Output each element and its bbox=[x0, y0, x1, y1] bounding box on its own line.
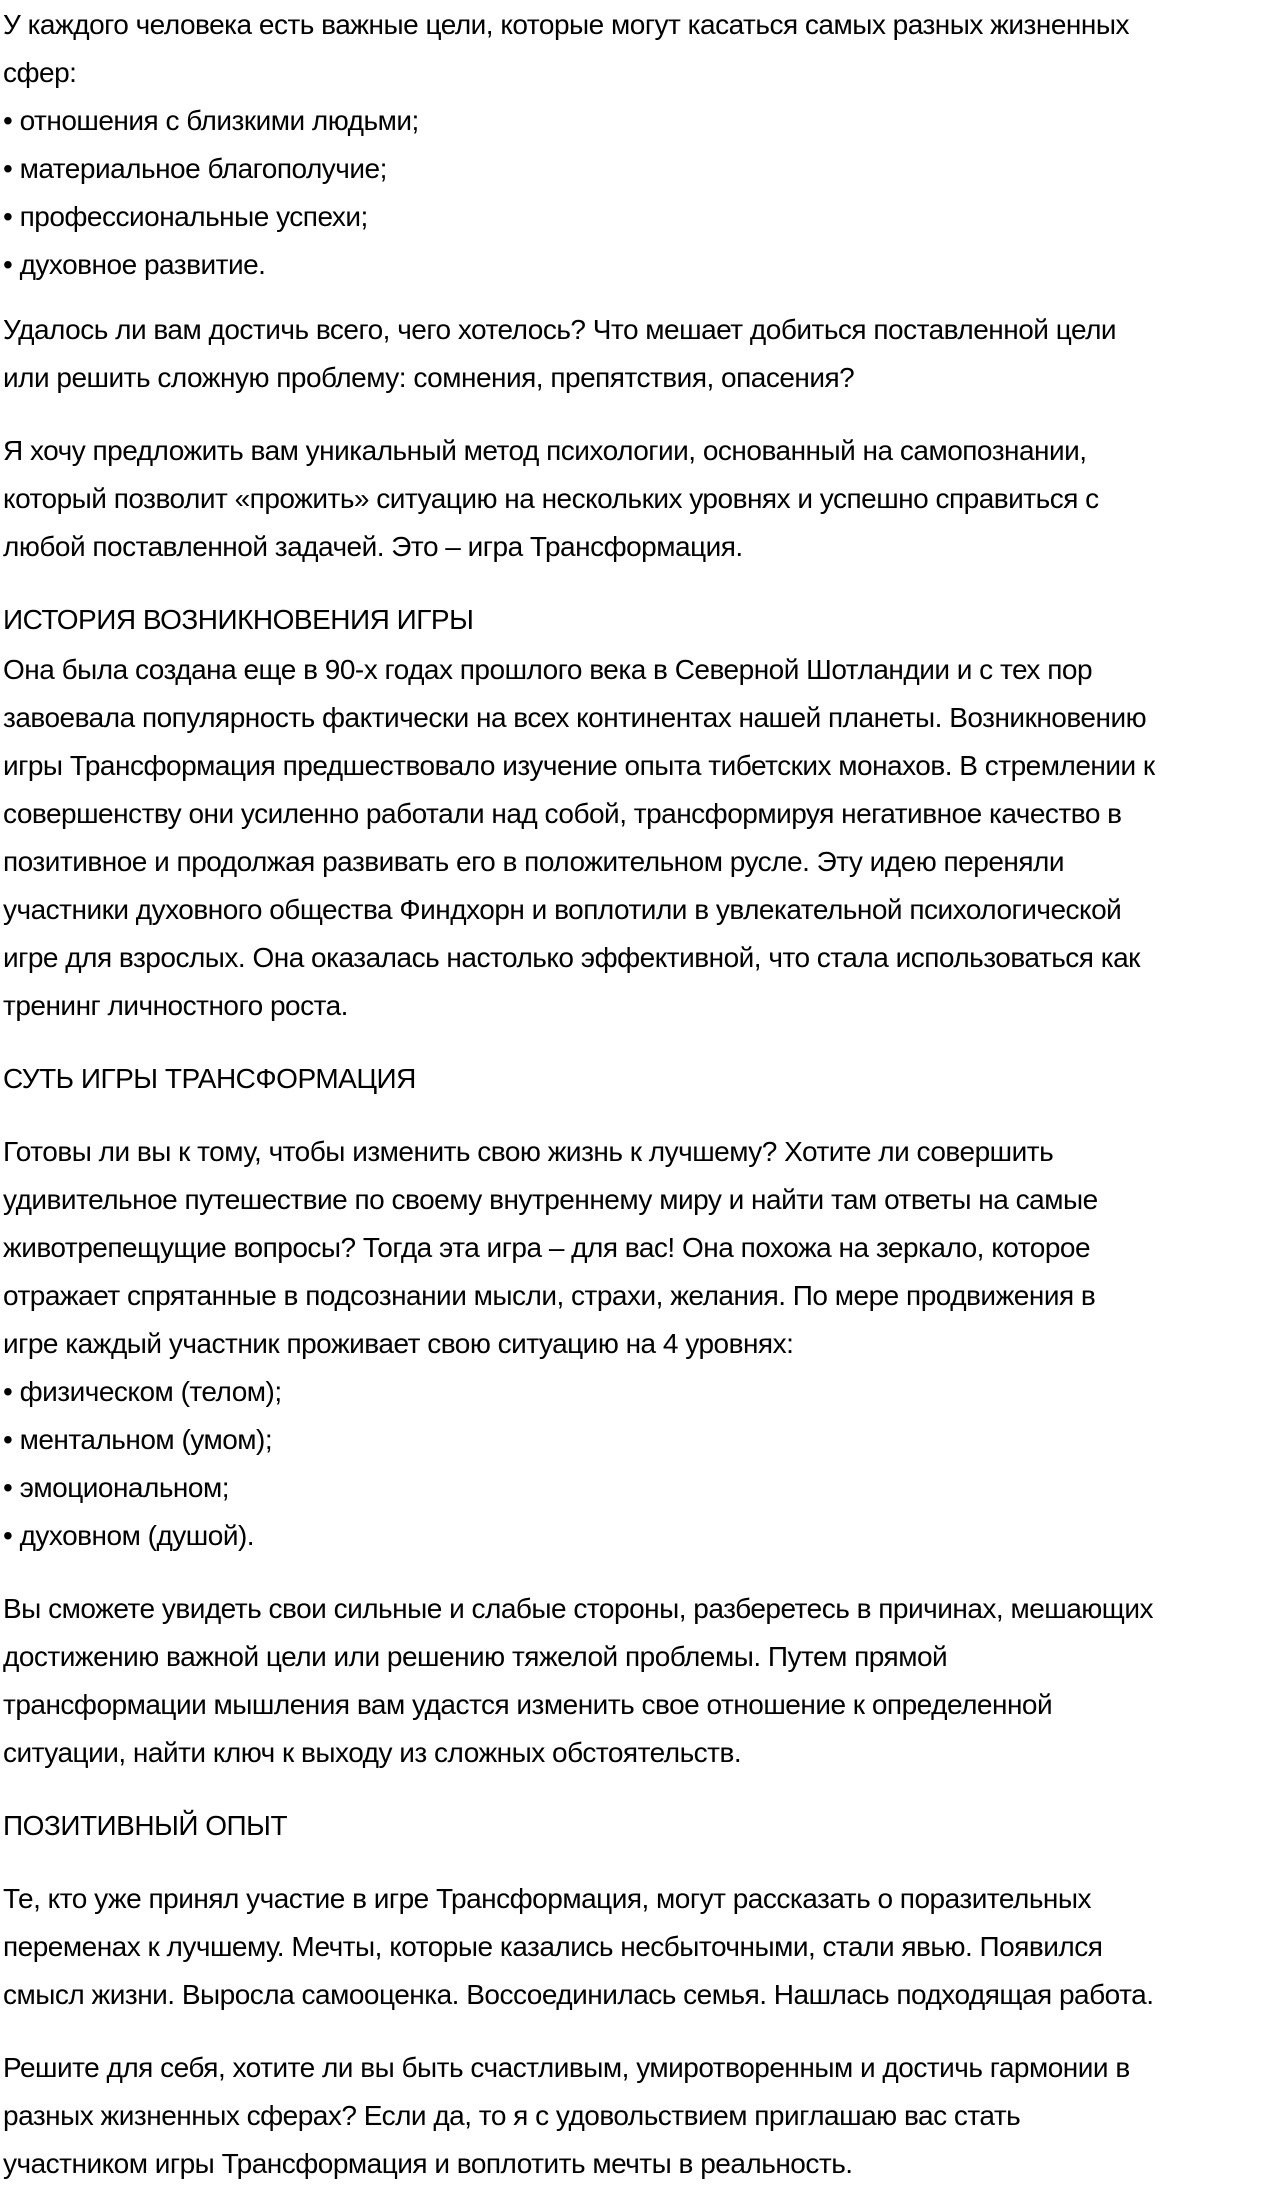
bullet-item: • материальное благополучие; bbox=[3, 153, 387, 184]
heading-text: ИСТОРИЯ ВОЗНИКНОВЕНИЯ ИГРЫ bbox=[3, 604, 474, 635]
text-line: Вы сможете увидеть свои сильные и слабые стороны, разберетесь в причинах, мешающих bbox=[3, 1593, 1153, 1624]
bullet-item: • физическом (телом); bbox=[3, 1376, 282, 1407]
text-line: позитивное и продолжая развивать его в положительном русле. Эту идею переняли bbox=[3, 846, 1064, 877]
text-line: Она была создана еще в 90-х годах прошлого века в Северной Шотландии и с тех пор bbox=[3, 654, 1093, 685]
bullet-item: • духовном (душой). bbox=[3, 1520, 255, 1551]
text-line: удивительное путешествие по своему внутреннему миру и найти там ответы на самые bbox=[3, 1184, 1098, 1215]
heading-text: ПОЗИТИВНЫЙ ОПЫТ bbox=[3, 1810, 288, 1841]
essence-heading bbox=[3, 1055, 1270, 1103]
text-line: У каждого человека есть важные цели, которые могут касаться самых разных жизненных bbox=[3, 9, 1129, 40]
positive-experience-paragraph bbox=[3, 1875, 1270, 2019]
text-line: завоевала популярность фактически на всех континентах нашей планеты. Возникновению bbox=[3, 702, 1147, 733]
text-line: Я хочу предложить вам уникальный метод психологии, основанный на самопознании, bbox=[3, 435, 1087, 466]
bullet-item: • ментальном (умом); bbox=[3, 1424, 273, 1455]
text-line: тренинг личностного роста. bbox=[3, 990, 348, 1021]
bullet-item: • духовное развитие. bbox=[3, 249, 266, 280]
positive-experience-heading bbox=[3, 1802, 1270, 1850]
text-line: смысл жизни. Выросла самооценка. Воссоединилась семья. Нашлась подходящая работа. bbox=[3, 1979, 1154, 2010]
text-line: игре каждый участник проживает свою ситуацию на 4 уровнях: bbox=[3, 1328, 794, 1359]
text-line: достижению важной цели или решению тяжелой проблемы. Путем прямой bbox=[3, 1641, 948, 1672]
bullet-item: • эмоциональном; bbox=[3, 1472, 229, 1503]
text-line: участником игры Трансформация и воплотить мечты в реальность. bbox=[3, 2148, 853, 2179]
heading-text: СУТЬ ИГРЫ ТРАНСФОРМАЦИЯ bbox=[3, 1063, 416, 1094]
bullet-item: • отношения с близкими людьми; bbox=[3, 105, 419, 136]
text-line: переменах к лучшему. Мечты, которые казались несбыточными, стали явью. Появился bbox=[3, 1931, 1103, 1962]
benefits-paragraph bbox=[3, 1585, 1270, 1777]
text-line: разных жизненных сферах? Если да, то я с удовольствием приглашаю вас стать bbox=[3, 2100, 1021, 2131]
text-line: Те, кто уже принял участие в игре Трансформация, могут рассказать о поразительных bbox=[3, 1883, 1092, 1914]
text-line: Удалось ли вам достичь всего, чего хотелось? Что мешает добиться поставленной цели bbox=[3, 314, 1117, 345]
text-line: совершенству они усиленно работали над собой, трансформируя негативное качество в bbox=[3, 798, 1122, 829]
text-line: который позволит «прожить» ситуацию на нескольких уровнях и успешно справиться с bbox=[3, 483, 1099, 514]
text-line: участники духовного общества Финдхорн и воплотили в увлекательной психологической bbox=[3, 894, 1122, 925]
text-line: сфер: bbox=[3, 57, 77, 88]
history-heading bbox=[3, 596, 1270, 644]
text-line: Решите для себя, хотите ли вы быть счастливым, умиротворенным и достичь гармонии в bbox=[3, 2052, 1130, 2083]
text-line: отражает спрятанные в подсознании мысли, страхи, желания. По мере продвижения в bbox=[3, 1280, 1096, 1311]
text-line: животрепещущие вопросы? Тогда эта игра – для вас! Она похожа на зеркало, которое bbox=[3, 1232, 1091, 1263]
questions-paragraph bbox=[3, 306, 1270, 402]
text-line: игре для взрослых. Она оказалась настолько эффективной, что стала использоваться как bbox=[3, 942, 1140, 973]
intro-paragraph bbox=[3, 1, 1270, 97]
method-intro-paragraph bbox=[3, 427, 1270, 571]
text-line: игры Трансформация предшествовало изучение опыта тибетских монахов. В стремлении к bbox=[3, 750, 1155, 781]
text-line: Готовы ли вы к тому, чтобы изменить свою жизнь к лучшему? Хотите ли совершить bbox=[3, 1136, 1054, 1167]
text-line: или решить сложную проблему: сомнения, препятствия, опасения? bbox=[3, 362, 855, 393]
history-paragraph bbox=[3, 646, 1270, 1030]
essence-paragraph bbox=[3, 1128, 1270, 1368]
text-line: ситуации, найти ключ к выходу из сложных обстоятельств. bbox=[3, 1737, 742, 1768]
life-spheres-list bbox=[3, 97, 1270, 289]
levels-list bbox=[3, 1368, 1270, 1560]
invitation-paragraph bbox=[3, 2044, 1270, 2188]
bullet-item: • профессиональные успехи; bbox=[3, 201, 368, 232]
text-line: любой поставленной задачей. Это – игра Трансформация. bbox=[3, 531, 743, 562]
text-line: трансформации мышления вам удастся изменить свое отношение к определенной bbox=[3, 1689, 1053, 1720]
